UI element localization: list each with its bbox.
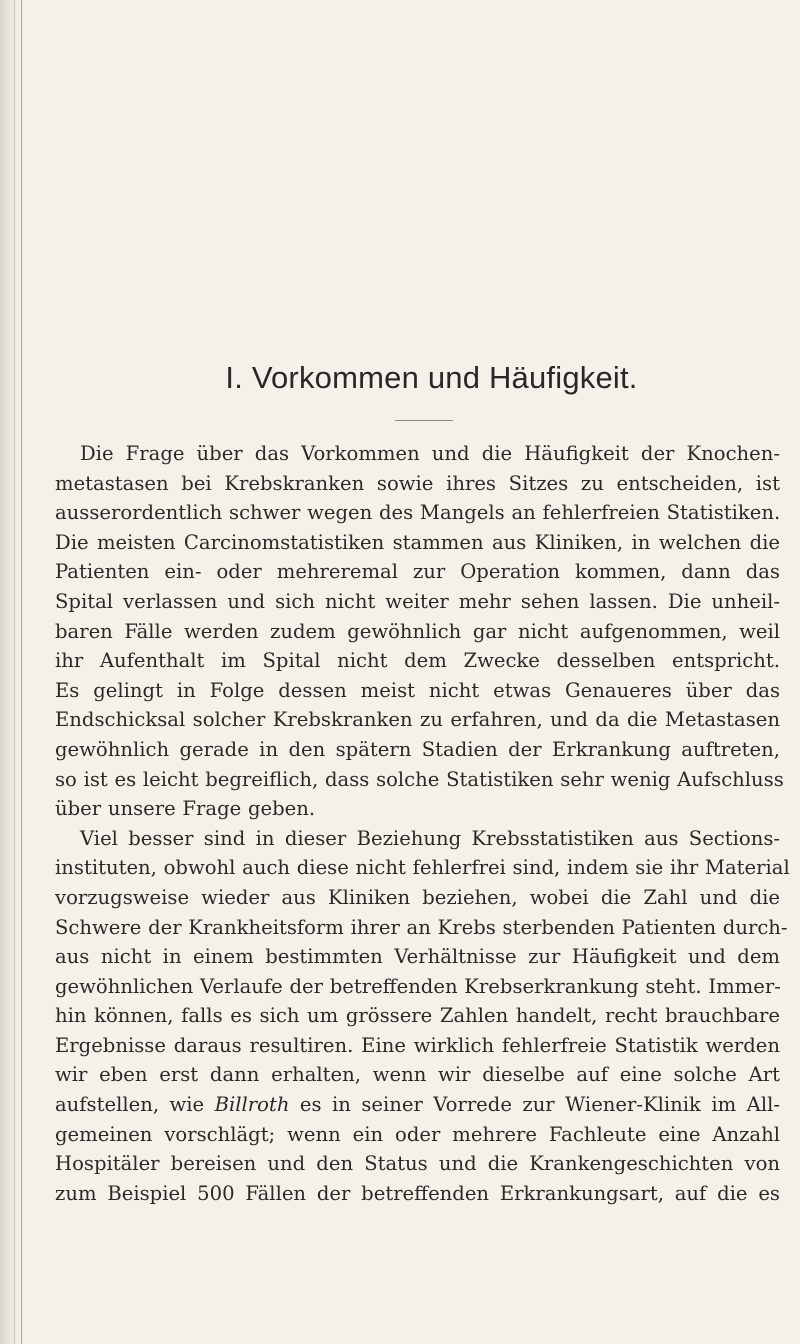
text-line: hin können, falls es sich um grössere Zahlen handelt, recht brauchbare (55, 1004, 780, 1028)
book-page (55, 360, 790, 1208)
text-line: Ergebnisse daraus resultiren. Eine wirklich fehlerfreie Statistik werden (55, 1033, 780, 1057)
text-line: wir eben erst dann erhalten, wenn wir dieselbe auf eine solche Art (55, 1063, 780, 1087)
title-divider (395, 420, 453, 421)
paragraph-2 (55, 824, 790, 1209)
text-fragment: aufstellen, wie (55, 1093, 215, 1117)
text-line: instituten, obwohl auch diese nicht fehlerfrei sind, indem sie ihr Material (55, 856, 790, 880)
text-line: über unsere Frage geben. (55, 797, 316, 821)
author-name-billroth: Billroth (214, 1093, 290, 1117)
text-line: zum Beispiel 500 Fällen der betreffenden Erkrankungsart, auf die es (55, 1181, 780, 1205)
text-line: baren Fälle werden zudem gewöhnlich gar nicht aufgenommen, weil (55, 619, 780, 643)
text-line: so ist es leicht begreiflich, dass solche Statistiken sehr wenig Aufschluss (55, 767, 784, 791)
text-line: Endschicksal solcher Krebskranken zu erfahren, und da die Metastasen (55, 708, 780, 732)
text-line: aus nicht in einem bestimmten Verhältnisse zur Häufigkeit und dem (55, 945, 780, 969)
text-line: gewöhnlich gerade in den spätern Stadien der Erkrankung auftreten, (55, 737, 780, 761)
text-line: Spital verlassen und sich nicht weiter mehr sehen lassen. Die unheil- (55, 589, 780, 613)
text-fragment: es in seiner Vorrede zur Wiener-Klinik im All- (289, 1093, 780, 1117)
text-line: gemeinen vorschlägt; wenn ein oder mehrere Fachleute eine Anzahl (55, 1122, 780, 1146)
text-line: ausserordentlich schwer wegen des Mangels an fehlerfreien Statistiken. (55, 501, 781, 525)
paragraph-1 (55, 439, 784, 824)
text-line: gewöhnlichen Verlaufe der betreffenden Krebserkrankung steht. Immer- (55, 974, 781, 998)
text-line: Hospitäler bereisen und den Status und die Krankengeschichten von (55, 1152, 780, 1176)
text-line: metastasen bei Krebskranken sowie ihres Sitzes zu entscheiden, ist (55, 471, 780, 495)
text-line: Die meisten Carcinomstatistiken stammen aus Kliniken, in welchen die (55, 530, 780, 554)
text-line: Patienten ein- oder mehreremal zur Operation kommen, dann das (55, 560, 780, 584)
text-line: ihr Aufenthalt im Spital nicht dem Zwecke desselben entspricht. (55, 649, 780, 673)
text-line: Es gelingt in Folge dessen meist nicht etwas Genaueres über das (55, 678, 780, 702)
text-line: Die Frage über das Vorkommen und die Häufigkeit der Knochen- (80, 442, 780, 465)
gutter-shadow-line (14, 0, 15, 1344)
text-line-billroth (55, 1090, 780, 1120)
body-text (55, 439, 790, 1208)
text-line: Schwere der Krankheitsform ihrer an Krebs sterbenden Patienten durch- (55, 915, 788, 939)
text-line: vorzugsweise wieder aus Kliniken beziehen, wobei die Zahl und die (55, 885, 780, 909)
gutter-edge-line (21, 0, 22, 1344)
chapter-title: I. Vorkommen und Häufigkeit. (225, 360, 638, 395)
text-line: Viel besser sind in dieser Beziehung Krebsstatistiken aus Sections- (80, 826, 780, 850)
